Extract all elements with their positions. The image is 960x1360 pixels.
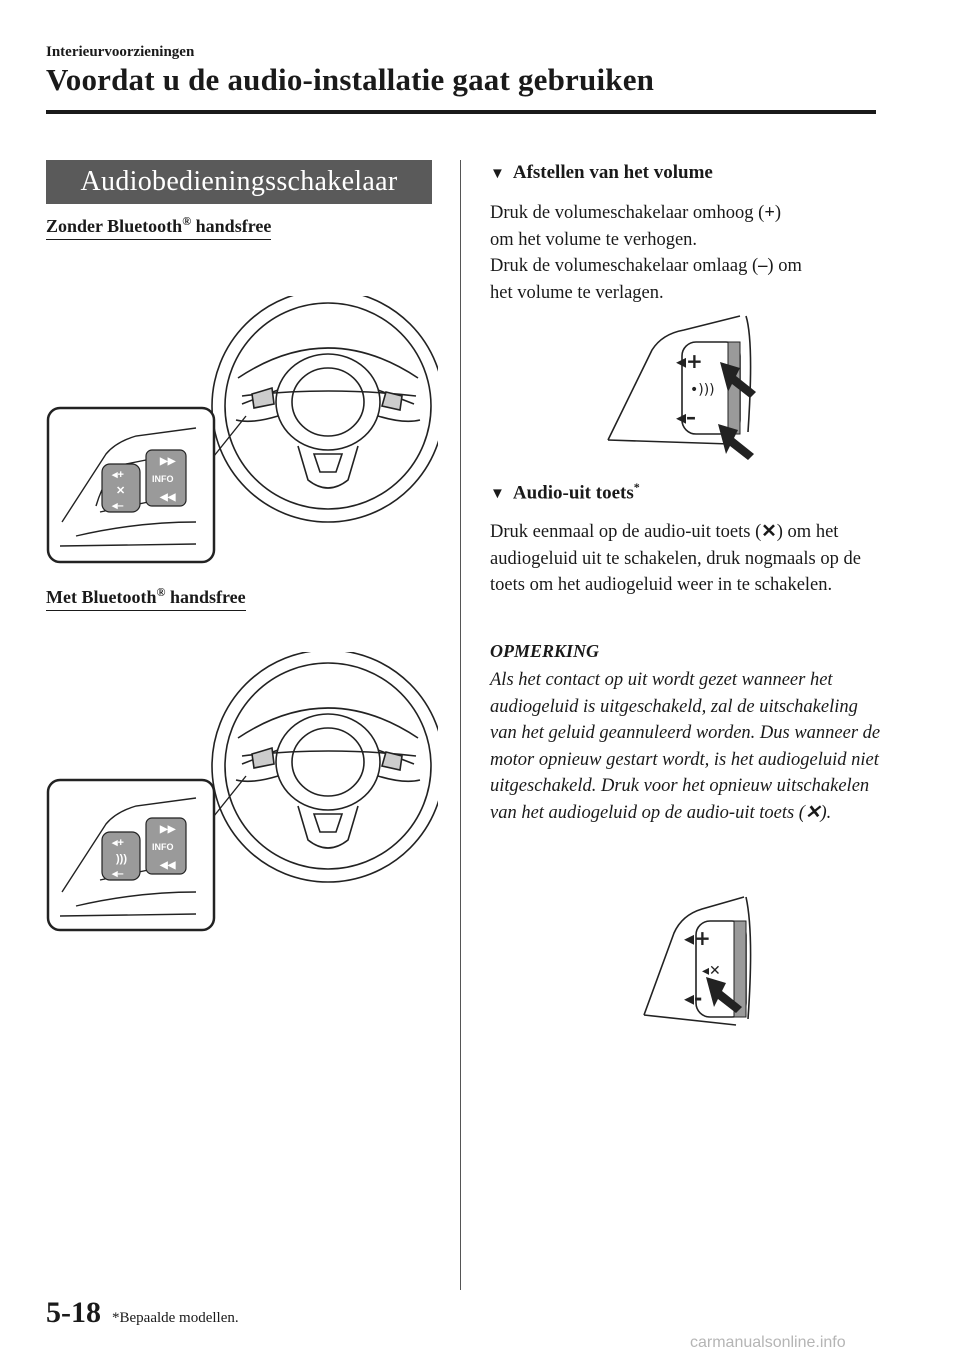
svg-text:▶▶: ▶▶ (160, 824, 176, 835)
subheading-with-bluetooth: Met Bluetooth® handsfree (46, 585, 246, 608)
heading-audio-mute: ▼ Audio-uit toets* (490, 480, 640, 504)
info-button-label: INFO (152, 474, 174, 484)
chapter-title: Voordat u de audio-installatie gaat gebruiken (46, 62, 655, 97)
note-label: OPMERKING (490, 641, 600, 661)
header-rule (46, 110, 876, 114)
page-number: 5-18 (46, 1296, 101, 1329)
svg-text:◂–: ◂– (112, 500, 124, 512)
triangle-bullet-icon: ▼ (490, 486, 505, 503)
switch-closeup-inset (48, 408, 214, 562)
section-banner: Audiobedieningsschakelaar (46, 160, 432, 204)
note-text: Als het contact op uit wordt gezet wanneer het audiogeluid is uitgeschakeld, zal de uitschakeling van het geluid geannuleerd worden. Dus wanneer de motor opnieuw gestart wordt, is het audiogeluid niet uitgeschakeld. Druk voor het opnieuw uitschakelen van het audiogeluid op de audio-uit toets (✕). (490, 670, 881, 823)
mute-glyph: ✕ (804, 802, 821, 823)
svg-text:✕: ✕ (116, 485, 126, 497)
steering-wheel-icon (212, 652, 438, 882)
volume-up-glyph: + (764, 203, 775, 223)
section-label: Interieurvoorzieningen (46, 44, 195, 60)
svg-text:◂–: ◂– (112, 868, 124, 880)
heading-volume-adjust: ▼ Afstellen van het volume (490, 162, 713, 183)
svg-text:◂+: ◂+ (112, 469, 124, 481)
switch-closeup-inset (48, 780, 214, 930)
svg-text:▶▶: ▶▶ (160, 456, 176, 467)
volume-instructions: Druk de volumeschakelaar omhoog (+) om het volume te verhogen. Druk de volumeschakelaar omlaag (–) om het volume te verlagen. (490, 203, 802, 303)
svg-text:◂+: ◂+ (112, 837, 124, 849)
info-button-label: INFO (152, 842, 174, 852)
steering-wheel-figure-without-bluetooth (46, 296, 438, 564)
svg-text:◂-: ◂- (684, 986, 703, 1010)
column-divider (460, 160, 461, 1290)
svg-text:))): ))) (116, 853, 127, 865)
svg-text:◀◀: ◀◀ (160, 492, 176, 503)
mute-glyph: ✕ (761, 522, 777, 542)
mute-instructions: Druk eenmaal op de audio-uit toets (✕) om het audiogeluid uit te schakelen, druk nogmaals op de toets om het audiogeluid weer in te schakelen. (490, 522, 861, 595)
volume-switch-figure (600, 312, 760, 462)
subheading-without-bluetooth: Zonder Bluetooth® handsfree (46, 214, 271, 237)
svg-text:◂+: ◂+ (684, 926, 711, 950)
svg-text:◂–: ◂– (676, 405, 697, 429)
svg-text:◂✕: ◂✕ (702, 963, 721, 979)
steering-wheel-figure-with-bluetooth (46, 652, 438, 932)
volume-down-glyph: – (758, 256, 768, 276)
triangle-bullet-icon: ▼ (490, 166, 505, 182)
mute-switch-figure (640, 893, 756, 1033)
svg-text:◀◀: ◀◀ (160, 860, 176, 871)
svg-text:◂+: ◂+ (676, 349, 703, 373)
svg-text:•))): •))) (690, 382, 715, 398)
footnote: *Bepaalde modellen. (112, 1310, 239, 1326)
steering-wheel-icon (212, 296, 438, 522)
watermark: carmanualsonline.info (690, 1334, 846, 1351)
